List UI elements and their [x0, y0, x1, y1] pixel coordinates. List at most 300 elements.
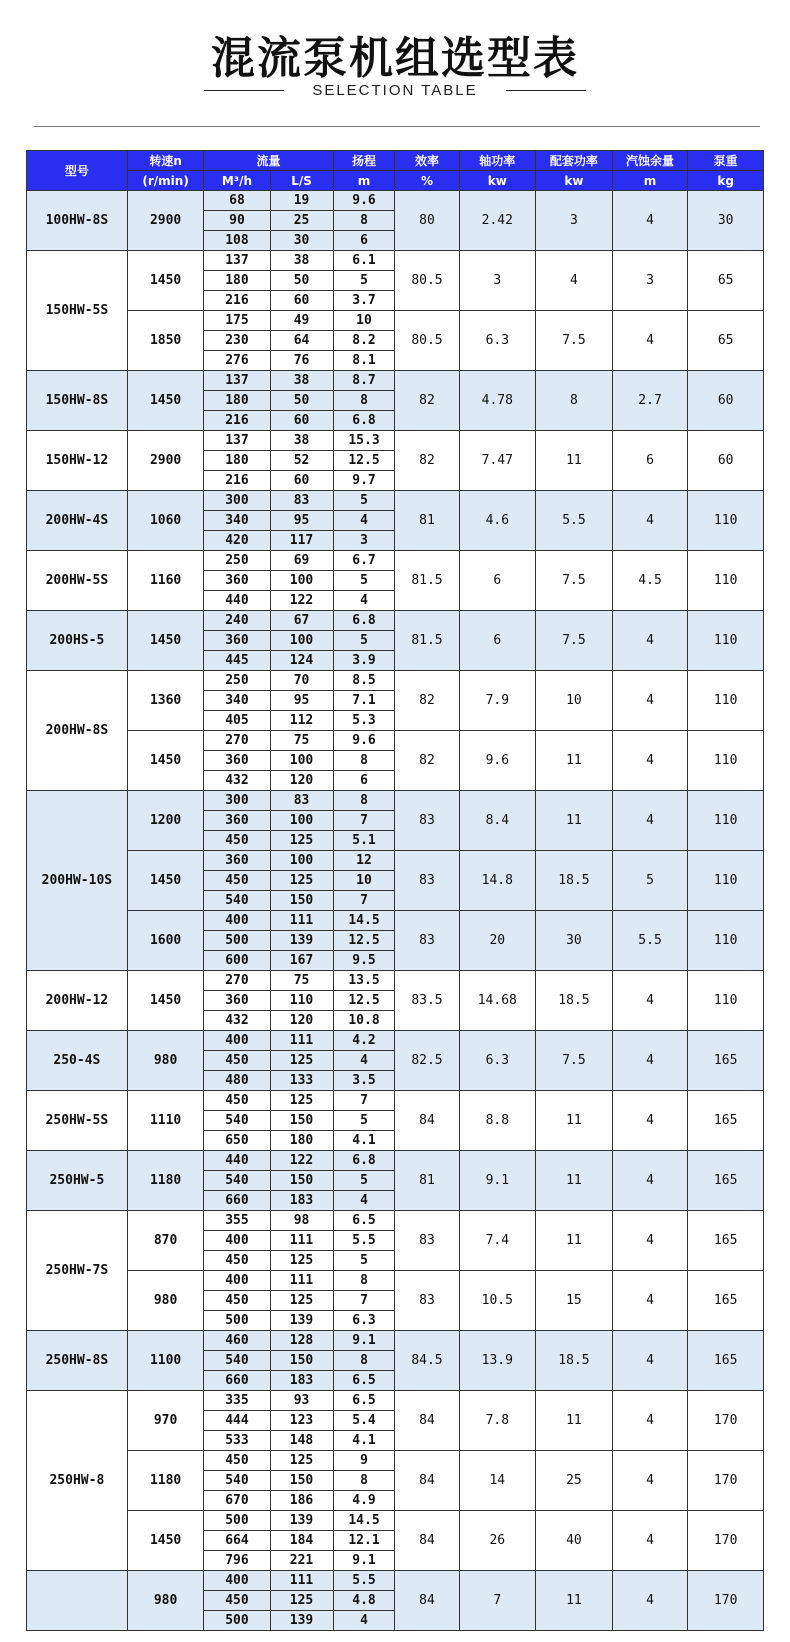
- npsh-cell: 4: [612, 1211, 688, 1271]
- flow-ls-cell: 100: [270, 851, 333, 871]
- weight-cell: 165: [688, 1151, 764, 1211]
- weight-cell: 170: [688, 1391, 764, 1451]
- weight-cell: 165: [688, 1271, 764, 1331]
- header-efficiency: 效率: [395, 151, 459, 171]
- head-cell: 8: [333, 1471, 395, 1491]
- flow-m3h-cell: 400: [204, 1231, 270, 1251]
- weight-cell: 110: [688, 971, 764, 1031]
- speed-cell: 970: [127, 1391, 204, 1451]
- flow-ls-cell: 95: [270, 511, 333, 531]
- speed-cell: 1450: [127, 851, 204, 911]
- flow-ls-cell: 150: [270, 1111, 333, 1131]
- head-cell: 6: [333, 231, 395, 251]
- speed-cell: 980: [127, 1031, 204, 1091]
- shaft-power-cell: 14.68: [459, 971, 536, 1031]
- head-cell: 8.2: [333, 331, 395, 351]
- speed-cell: 870: [127, 1211, 204, 1271]
- head-cell: 3.5: [333, 1071, 395, 1091]
- flow-m3h-cell: 480: [204, 1071, 270, 1091]
- flow-ls-cell: 50: [270, 271, 333, 291]
- motor-power-cell: 40: [536, 1511, 613, 1571]
- flow-ls-cell: 111: [270, 1571, 333, 1591]
- efficiency-cell: 80.5: [395, 251, 459, 311]
- shaft-power-cell: 7.4: [459, 1211, 536, 1271]
- efficiency-cell: 84: [395, 1391, 459, 1451]
- flow-m3h-cell: 90: [204, 211, 270, 231]
- header-npsh-unit: m: [612, 171, 688, 191]
- motor-power-cell: 7.5: [536, 611, 613, 671]
- flow-ls-cell: 122: [270, 591, 333, 611]
- npsh-cell: 4: [612, 731, 688, 791]
- flow-ls-cell: 25: [270, 211, 333, 231]
- head-cell: 7: [333, 1291, 395, 1311]
- flow-m3h-cell: 300: [204, 791, 270, 811]
- motor-power-cell: 15: [536, 1271, 613, 1331]
- shaft-power-cell: 26: [459, 1511, 536, 1571]
- shaft-power-cell: 7.47: [459, 431, 536, 491]
- flow-m3h-cell: 540: [204, 1351, 270, 1371]
- flow-m3h-cell: 400: [204, 1271, 270, 1291]
- motor-power-cell: 11: [536, 431, 613, 491]
- head-cell: 4.1: [333, 1131, 395, 1151]
- flow-m3h-cell: 360: [204, 851, 270, 871]
- flow-m3h-cell: 137: [204, 371, 270, 391]
- motor-power-cell: 11: [536, 731, 613, 791]
- flow-ls-cell: 19: [270, 191, 333, 211]
- speed-cell: 1110: [127, 1091, 204, 1151]
- flow-ls-cell: 38: [270, 431, 333, 451]
- weight-cell: 170: [688, 1451, 764, 1511]
- flow-ls-cell: 52: [270, 451, 333, 471]
- head-cell: 10: [333, 311, 395, 331]
- header-head-unit: m: [333, 171, 395, 191]
- model-cell: 150HW-12: [27, 431, 128, 491]
- flow-m3h-cell: 660: [204, 1371, 270, 1391]
- model-cell: [27, 1571, 128, 1631]
- table-row: [27, 1511, 764, 1531]
- head-cell: 5: [333, 271, 395, 291]
- speed-cell: 1450: [127, 611, 204, 671]
- shaft-power-cell: 9.6: [459, 731, 536, 791]
- flow-ls-cell: 150: [270, 1351, 333, 1371]
- npsh-cell: 4.5: [612, 551, 688, 611]
- efficiency-cell: 81: [395, 491, 459, 551]
- header-head: 扬程: [333, 151, 395, 171]
- flow-ls-cell: 125: [270, 871, 333, 891]
- efficiency-cell: 84: [395, 1451, 459, 1511]
- flow-ls-cell: 70: [270, 671, 333, 691]
- model-cell: 200HW-5S: [27, 551, 128, 611]
- flow-m3h-cell: 340: [204, 691, 270, 711]
- head-cell: 6.5: [333, 1211, 395, 1231]
- flow-ls-cell: 120: [270, 771, 333, 791]
- flow-m3h-cell: 450: [204, 1591, 270, 1611]
- flow-m3h-cell: 360: [204, 631, 270, 651]
- motor-power-cell: 7.5: [536, 1031, 613, 1091]
- head-cell: 5.5: [333, 1231, 395, 1251]
- flow-m3h-cell: 68: [204, 191, 270, 211]
- flow-ls-cell: 120: [270, 1011, 333, 1031]
- shaft-power-cell: 4.6: [459, 491, 536, 551]
- flow-ls-cell: 95: [270, 691, 333, 711]
- weight-cell: 170: [688, 1511, 764, 1571]
- flow-m3h-cell: 360: [204, 571, 270, 591]
- weight-cell: 110: [688, 911, 764, 971]
- head-cell: 6.7: [333, 551, 395, 571]
- efficiency-cell: 83: [395, 1211, 459, 1271]
- table-row: [27, 1031, 764, 1051]
- head-cell: 5: [333, 571, 395, 591]
- shaft-power-cell: 6.3: [459, 1031, 536, 1091]
- head-cell: 4.8: [333, 1591, 395, 1611]
- table-row: [27, 1151, 764, 1171]
- flow-m3h-cell: 137: [204, 431, 270, 451]
- flow-ls-cell: 64: [270, 331, 333, 351]
- motor-power-cell: 7.5: [536, 311, 613, 371]
- head-cell: 6.8: [333, 411, 395, 431]
- head-cell: 8: [333, 751, 395, 771]
- flow-ls-cell: 111: [270, 911, 333, 931]
- efficiency-cell: 82: [395, 671, 459, 731]
- table-body: [27, 191, 764, 1631]
- speed-cell: 1160: [127, 551, 204, 611]
- subtitle-row: [0, 82, 790, 99]
- npsh-cell: 3: [612, 251, 688, 311]
- header-npsh: 汽蚀余量: [612, 151, 688, 171]
- flow-m3h-cell: 540: [204, 891, 270, 911]
- flow-ls-cell: 76: [270, 351, 333, 371]
- table-row: [27, 1271, 764, 1291]
- efficiency-cell: 83.5: [395, 971, 459, 1031]
- shaft-power-cell: 4.78: [459, 371, 536, 431]
- head-cell: 3: [333, 531, 395, 551]
- table-row: [27, 1331, 764, 1351]
- head-cell: 7: [333, 811, 395, 831]
- flow-m3h-cell: 440: [204, 1151, 270, 1171]
- shaft-power-cell: 8.8: [459, 1091, 536, 1151]
- header-speed: 转速n: [127, 151, 204, 171]
- model-cell: 250HW-7S: [27, 1211, 128, 1331]
- header-motor-unit: kw: [536, 171, 613, 191]
- npsh-cell: 4: [612, 1571, 688, 1631]
- head-cell: 12.1: [333, 1531, 395, 1551]
- efficiency-cell: 83: [395, 1271, 459, 1331]
- head-cell: 8: [333, 1351, 395, 1371]
- flow-m3h-cell: 500: [204, 1511, 270, 1531]
- flow-m3h-cell: 450: [204, 1251, 270, 1271]
- flow-ls-cell: 60: [270, 411, 333, 431]
- weight-cell: 60: [688, 371, 764, 431]
- flow-m3h-cell: 335: [204, 1391, 270, 1411]
- flow-ls-cell: 83: [270, 791, 333, 811]
- motor-power-cell: 10: [536, 671, 613, 731]
- efficiency-cell: 82: [395, 431, 459, 491]
- flow-ls-cell: 50: [270, 391, 333, 411]
- flow-m3h-cell: 660: [204, 1191, 270, 1211]
- flow-m3h-cell: 250: [204, 551, 270, 571]
- motor-power-cell: 18.5: [536, 971, 613, 1031]
- efficiency-cell: 80: [395, 191, 459, 251]
- weight-cell: 110: [688, 791, 764, 851]
- model-cell: 250HW-5: [27, 1151, 128, 1211]
- flow-m3h-cell: 240: [204, 611, 270, 631]
- model-cell: 200HW-10S: [27, 791, 128, 971]
- shaft-power-cell: 9.1: [459, 1151, 536, 1211]
- flow-m3h-cell: 540: [204, 1171, 270, 1191]
- head-cell: 3.9: [333, 651, 395, 671]
- header-flow-unit-m3h: M³/h: [204, 171, 270, 191]
- table-row: [27, 311, 764, 331]
- flow-ls-cell: 100: [270, 571, 333, 591]
- table-row: [27, 1571, 764, 1591]
- head-cell: 8: [333, 211, 395, 231]
- head-cell: 4.9: [333, 1491, 395, 1511]
- speed-cell: 1180: [127, 1451, 204, 1511]
- motor-power-cell: 11: [536, 1151, 613, 1211]
- flow-m3h-cell: 450: [204, 1291, 270, 1311]
- flow-ls-cell: 186: [270, 1491, 333, 1511]
- subtitle-left-rule: [204, 90, 284, 91]
- motor-power-cell: 7.5: [536, 551, 613, 611]
- flow-ls-cell: 112: [270, 711, 333, 731]
- npsh-cell: 4: [612, 611, 688, 671]
- table-row: [27, 371, 764, 391]
- npsh-cell: 4: [612, 1151, 688, 1211]
- flow-m3h-cell: 270: [204, 971, 270, 991]
- efficiency-cell: 83: [395, 851, 459, 911]
- flow-ls-cell: 148: [270, 1431, 333, 1451]
- motor-power-cell: 11: [536, 1091, 613, 1151]
- flow-m3h-cell: 216: [204, 411, 270, 431]
- speed-cell: 1060: [127, 491, 204, 551]
- shaft-power-cell: 6.3: [459, 311, 536, 371]
- motor-power-cell: 8: [536, 371, 613, 431]
- efficiency-cell: 80.5: [395, 311, 459, 371]
- flow-m3h-cell: 405: [204, 711, 270, 731]
- flow-m3h-cell: 420: [204, 531, 270, 551]
- flow-ls-cell: 125: [270, 831, 333, 851]
- npsh-cell: 5: [612, 851, 688, 911]
- shaft-power-cell: 2.42: [459, 191, 536, 251]
- head-cell: 9.7: [333, 471, 395, 491]
- flow-ls-cell: 117: [270, 531, 333, 551]
- table-row: [27, 1451, 764, 1471]
- npsh-cell: 2.7: [612, 371, 688, 431]
- weight-cell: 170: [688, 1571, 764, 1631]
- flow-ls-cell: 184: [270, 1531, 333, 1551]
- flow-ls-cell: 110: [270, 991, 333, 1011]
- speed-cell: 1600: [127, 911, 204, 971]
- header-divider: [34, 126, 760, 127]
- flow-ls-cell: 221: [270, 1551, 333, 1571]
- motor-power-cell: 11: [536, 1211, 613, 1271]
- speed-cell: 1450: [127, 371, 204, 431]
- flow-m3h-cell: 664: [204, 1531, 270, 1551]
- flow-m3h-cell: 360: [204, 991, 270, 1011]
- weight-cell: 110: [688, 551, 764, 611]
- flow-m3h-cell: 180: [204, 271, 270, 291]
- head-cell: 6.5: [333, 1371, 395, 1391]
- npsh-cell: 4: [612, 1511, 688, 1571]
- flow-m3h-cell: 432: [204, 1011, 270, 1031]
- model-cell: 100HW-8S: [27, 191, 128, 251]
- selection-table: [26, 150, 764, 1631]
- flow-ls-cell: 150: [270, 1471, 333, 1491]
- flow-ls-cell: 38: [270, 251, 333, 271]
- flow-m3h-cell: 355: [204, 1211, 270, 1231]
- table-row: [27, 1091, 764, 1111]
- model-cell: 200HS-5: [27, 611, 128, 671]
- weight-cell: 110: [688, 491, 764, 551]
- speed-cell: 1450: [127, 251, 204, 311]
- flow-m3h-cell: 444: [204, 1411, 270, 1431]
- head-cell: 14.5: [333, 1511, 395, 1531]
- head-cell: 6.3: [333, 1311, 395, 1331]
- speed-cell: 2900: [127, 431, 204, 491]
- flow-m3h-cell: 175: [204, 311, 270, 331]
- flow-ls-cell: 75: [270, 971, 333, 991]
- weight-cell: 165: [688, 1031, 764, 1091]
- speed-cell: 1450: [127, 971, 204, 1031]
- flow-ls-cell: 111: [270, 1231, 333, 1251]
- flow-m3h-cell: 445: [204, 651, 270, 671]
- flow-ls-cell: 100: [270, 811, 333, 831]
- head-cell: 12.5: [333, 451, 395, 471]
- flow-m3h-cell: 180: [204, 391, 270, 411]
- flow-m3h-cell: 300: [204, 491, 270, 511]
- head-cell: 10.8: [333, 1011, 395, 1031]
- head-cell: 5: [333, 631, 395, 651]
- head-cell: 4.2: [333, 1031, 395, 1051]
- model-cell: 250HW-8S: [27, 1331, 128, 1391]
- motor-power-cell: 18.5: [536, 851, 613, 911]
- head-cell: 6.5: [333, 1391, 395, 1411]
- flow-m3h-cell: 216: [204, 291, 270, 311]
- flow-ls-cell: 125: [270, 1591, 333, 1611]
- model-cell: 200HW-12: [27, 971, 128, 1031]
- motor-power-cell: 18.5: [536, 1331, 613, 1391]
- header-speed-unit: (r/min): [127, 171, 204, 191]
- flow-ls-cell: 123: [270, 1411, 333, 1431]
- head-cell: 4: [333, 1611, 395, 1631]
- model-cell: 150HW-8S: [27, 371, 128, 431]
- header-flow-unit-ls: L/S: [270, 171, 333, 191]
- flow-ls-cell: 98: [270, 1211, 333, 1231]
- efficiency-cell: 82: [395, 371, 459, 431]
- table-row: [27, 671, 764, 691]
- motor-power-cell: 11: [536, 1391, 613, 1451]
- flow-m3h-cell: 540: [204, 1111, 270, 1131]
- flow-ls-cell: 111: [270, 1271, 333, 1291]
- flow-m3h-cell: 500: [204, 931, 270, 951]
- flow-ls-cell: 38: [270, 371, 333, 391]
- flow-m3h-cell: 432: [204, 771, 270, 791]
- table-row: [27, 611, 764, 631]
- flow-ls-cell: 125: [270, 1451, 333, 1471]
- flow-m3h-cell: 276: [204, 351, 270, 371]
- head-cell: 9.6: [333, 191, 395, 211]
- flow-m3h-cell: 360: [204, 811, 270, 831]
- header-flow: 流量: [204, 151, 333, 171]
- npsh-cell: 4: [612, 1331, 688, 1391]
- weight-cell: 30: [688, 191, 764, 251]
- flow-ls-cell: 167: [270, 951, 333, 971]
- flow-m3h-cell: 340: [204, 511, 270, 531]
- flow-ls-cell: 124: [270, 651, 333, 671]
- flow-ls-cell: 128: [270, 1331, 333, 1351]
- head-cell: 5.5: [333, 1571, 395, 1591]
- head-cell: 7: [333, 891, 395, 911]
- flow-ls-cell: 139: [270, 1511, 333, 1531]
- shaft-power-cell: 20: [459, 911, 536, 971]
- motor-power-cell: 5.5: [536, 491, 613, 551]
- npsh-cell: 4: [612, 191, 688, 251]
- head-cell: 5.3: [333, 711, 395, 731]
- table-row: [27, 851, 764, 871]
- table-row: [27, 1211, 764, 1231]
- weight-cell: 165: [688, 1211, 764, 1271]
- flow-ls-cell: 125: [270, 1091, 333, 1111]
- flow-m3h-cell: 400: [204, 911, 270, 931]
- head-cell: 8.5: [333, 671, 395, 691]
- speed-cell: 1850: [127, 311, 204, 371]
- head-cell: 5: [333, 1171, 395, 1191]
- table-row: [27, 1391, 764, 1411]
- flow-ls-cell: 133: [270, 1071, 333, 1091]
- head-cell: 5: [333, 1111, 395, 1131]
- table-header: [27, 151, 764, 191]
- shaft-power-cell: 7: [459, 1571, 536, 1631]
- head-cell: 12: [333, 851, 395, 871]
- flow-ls-cell: 183: [270, 1371, 333, 1391]
- table-row: [27, 431, 764, 451]
- head-cell: 5: [333, 491, 395, 511]
- weight-cell: 60: [688, 431, 764, 491]
- flow-m3h-cell: 180: [204, 451, 270, 471]
- flow-m3h-cell: 108: [204, 231, 270, 251]
- head-cell: 7: [333, 1091, 395, 1111]
- flow-ls-cell: 180: [270, 1131, 333, 1151]
- flow-ls-cell: 67: [270, 611, 333, 631]
- head-cell: 7.1: [333, 691, 395, 711]
- shaft-power-cell: 6: [459, 611, 536, 671]
- head-cell: 4: [333, 1051, 395, 1071]
- table-row: [27, 551, 764, 571]
- speed-cell: 1360: [127, 671, 204, 731]
- flow-ls-cell: 139: [270, 931, 333, 951]
- model-cell: 250-4S: [27, 1031, 128, 1091]
- table-row: [27, 911, 764, 931]
- weight-cell: 110: [688, 671, 764, 731]
- efficiency-cell: 82: [395, 731, 459, 791]
- flow-m3h-cell: 650: [204, 1131, 270, 1151]
- model-cell: 250HW-8: [27, 1391, 128, 1571]
- weight-cell: 165: [688, 1331, 764, 1391]
- flow-m3h-cell: 500: [204, 1311, 270, 1331]
- model-cell: 200HW-8S: [27, 671, 128, 791]
- npsh-cell: 6: [612, 431, 688, 491]
- motor-power-cell: 11: [536, 791, 613, 851]
- shaft-power-cell: 14.8: [459, 851, 536, 911]
- header-model: 型号: [27, 151, 128, 191]
- efficiency-cell: 83: [395, 911, 459, 971]
- header-motor-power: 配套功率: [536, 151, 613, 171]
- efficiency-cell: 81.5: [395, 551, 459, 611]
- flow-m3h-cell: 250: [204, 671, 270, 691]
- head-cell: 6: [333, 771, 395, 791]
- efficiency-cell: 84: [395, 1511, 459, 1571]
- flow-m3h-cell: 450: [204, 1451, 270, 1471]
